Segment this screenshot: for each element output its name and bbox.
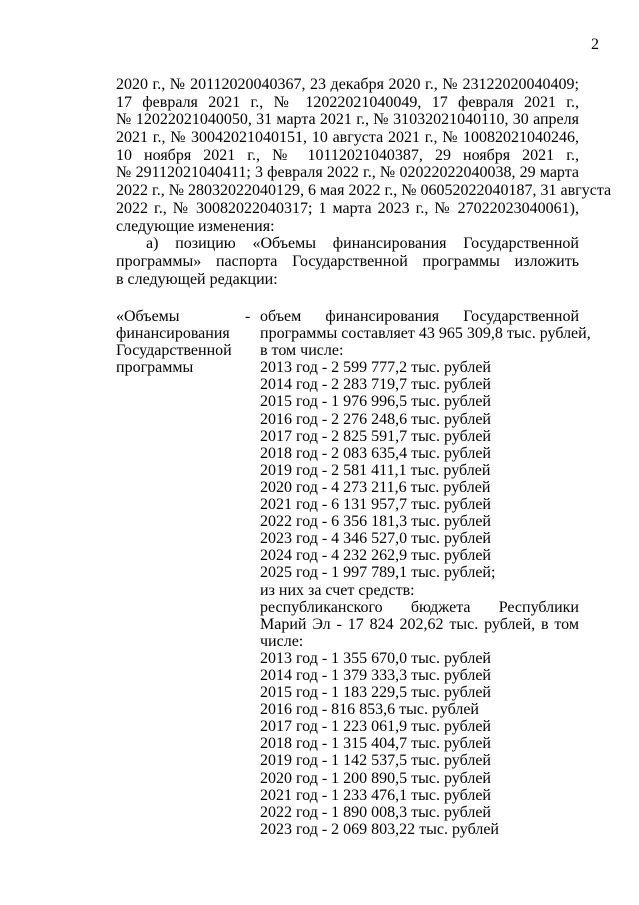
year-amount-line: 2015 год - 1 976 996,5 тыс. рублей (260, 393, 491, 411)
intro-line: 17 февраля 2021 г., № 12022021040049, 17 февраля 2021 г., (116, 93, 579, 111)
document-body (116, 76, 612, 288)
year-amount-line: 2025 год - 1 997 789,1 тыс. рублей; (260, 564, 496, 582)
year-amount-line: 2021 год - 1 233 476,1 тыс. рублей (260, 786, 491, 804)
passport-label-line: программы (116, 359, 194, 377)
republic-line: Марий Эл - 17 824 202,62 тыс. рублей, в том (260, 615, 579, 633)
intro-line: 10 ноября 2021 г., № 10112021040387, 29 ноября 2021 г., (116, 146, 579, 164)
year-amount-line: 2017 год - 1 223 061,9 тыс. рублей (260, 718, 491, 736)
passport-label (116, 308, 256, 376)
year-amount-line: 2020 год - 4 273 211,6 тыс. рублей (260, 478, 491, 496)
total-by-year-list (260, 359, 579, 581)
year-amount-line: 2013 год - 2 599 777,2 тыс. рублей (260, 359, 491, 377)
passport-label-line: финансирования (116, 325, 230, 343)
sources-heading: из них за счет средств: (260, 581, 415, 599)
item-a-last-line: в следующей редакции: (116, 270, 278, 288)
year-amount-line: 2018 год - 1 315 404,7 тыс. рублей (260, 735, 491, 753)
item-a-line: программы» паспорта Государственной программы изложить (116, 252, 579, 270)
year-amount-line: 2016 год - 2 276 248,6 тыс. рублей (260, 410, 491, 428)
passport-label-line: Государственной (116, 342, 232, 360)
republic-line: республиканского бюджета Республики (260, 598, 579, 616)
intro-line: 2022 г., № 28032022040129, 6 мая 2022 г., № 06052022040187, 31 августа (116, 182, 612, 200)
republic-last-line: числе: (260, 632, 304, 650)
passport-content (260, 308, 591, 838)
year-amount-line: 2016 год - 816 853,6 тыс. рублей (260, 701, 479, 719)
year-amount-line: 2019 год - 1 142 537,5 тыс. рублей (260, 752, 491, 770)
intro-line: № 29112021040411; 3 февраля 2022 г., № 02022022040038, 29 марта (116, 164, 579, 182)
intro-line: 2020 г., № 20112020040367, 23 декабря 2020 г., № 23122020040409; (116, 76, 579, 93)
year-amount-line: 2014 год - 1 379 333,3 тыс. рублей (260, 666, 491, 684)
year-amount-line: 2023 год - 2 069 803,22 тыс. рублей (260, 820, 499, 838)
item-a-line: а) позицию «Объемы финансирования Государственной (146, 235, 579, 253)
intro-line: 2021 г., № 30042021040151, 10 августа 2021 г., № 10082021040246, (116, 129, 579, 147)
page-number: 2 (591, 36, 599, 53)
year-amount-line: 2015 год - 1 183 229,5 тыс. рублей (260, 684, 491, 702)
year-amount-line: 2023 год - 4 346 527,0 тыс. рублей (260, 530, 491, 548)
intro-last-line: следующие изменения: (116, 217, 275, 235)
total-line: программы составляет 43 965 309,8 тыс. рублей, (260, 325, 591, 343)
total-line: объем финансирования Государственной (260, 308, 579, 325)
year-amount-line: 2024 год - 4 232 262,9 тыс. рублей (260, 547, 491, 565)
passport-label-line: «Объемы (116, 308, 180, 325)
year-amount-line: 2013 год - 1 355 670,0 тыс. рублей (260, 649, 491, 667)
intro-line: 2022 г., № 30082022040317; 1 марта 2023 г., № 27022023040061), (116, 199, 579, 217)
year-amount-line: 2020 год - 1 200 890,5 тыс. рублей (260, 769, 491, 787)
intro-line: № 12022021040050, 31 марта 2021 г., № 31032021040110, 30 апреля (116, 111, 579, 129)
year-amount-line: 2021 год - 6 131 957,7 тыс. рублей (260, 496, 491, 514)
year-amount-line: 2018 год - 2 083 635,4 тыс. рублей (260, 444, 491, 462)
passport-dash: - (245, 308, 251, 325)
year-amount-line: 2014 год - 2 283 719,7 тыс. рублей (260, 376, 491, 394)
republic-by-year-list (260, 650, 579, 838)
year-amount-line: 2019 год - 2 581 411,1 тыс. рублей (260, 461, 491, 479)
year-amount-line: 2017 год - 2 825 591,7 тыс. рублей (260, 427, 491, 445)
year-amount-line: 2022 год - 6 356 181,3 тыс. рублей (260, 513, 491, 531)
year-amount-line: 2022 год - 1 890 008,3 тыс. рублей (260, 803, 491, 821)
total-last-line: в том числе: (260, 342, 344, 360)
